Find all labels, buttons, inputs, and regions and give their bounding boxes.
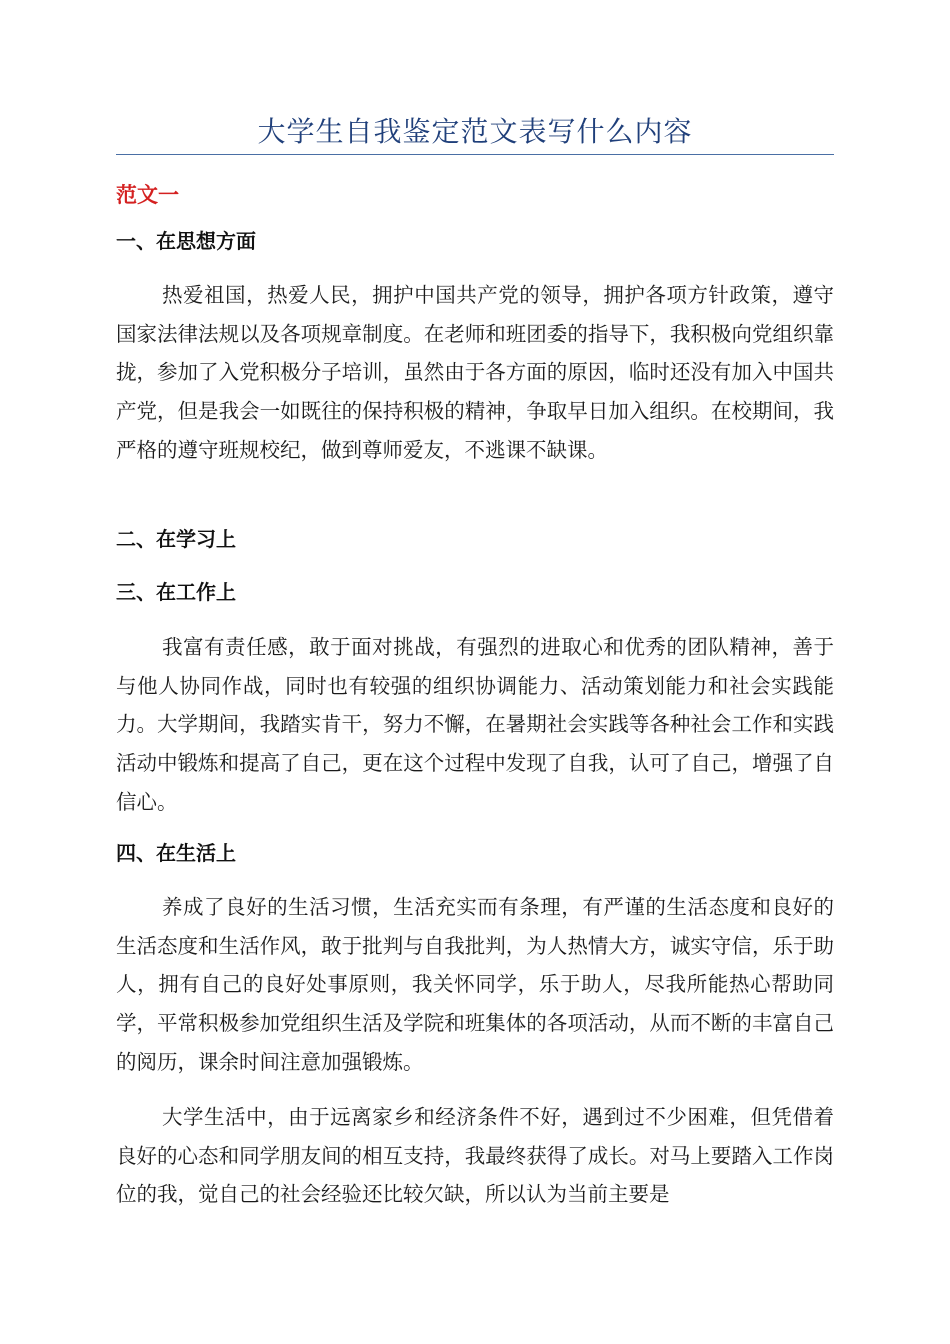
title-underline [116,154,834,155]
heading-work: 三、在工作上 [116,580,236,604]
section-label: 范文一 [116,183,179,207]
paragraph-life: 养成了良好的生活习惯，生活充实而有条理，有严谨的生活态度和良好的生活态度和生活作风，敢于批判与自我批判，为人热情大方，诚实守信，乐于助人，拥有自己的良好处事原则，我关怀同学，乐于助人，尽我所能热心帮助同学，平常积极参加党组织生活及学院和班集体的各项活动，从而不断的丰富自己的阅历，课余时间注意加强锻炼。 [116,895,834,1074]
heading-life: 四、在生活上 [116,841,236,865]
paragraph-thought: 热爱祖国，热爱人民，拥护中国共产党的领导，拥护各项方针政策，遵守国家法律法规以及各项规章制度。在老师和班团委的指导下，我积极向党组织靠拢，参加了入党积极分子培训，虽然由于各方面的原因，临时还没有加入中国共产党，但是我会一如既往的保持积极的精神，争取早日加入组织。在校期间，我严格的遵守班规校纪，做到尊师爱友，不逃课不缺课。 [116,283,834,462]
paragraph-work: 我富有责任感，敢于面对挑战，有强烈的进取心和优秀的团队精神，善于与他人协同作战，同时也有较强的组织协调能力、活动策划能力和社会实践能力。大学期间，我踏实肯干，努力不懈，在暑期社会实践等各种社会工作和实践活动中锻炼和提高了自己，更在这个过程中发现了自我，认可了自己，增强了自信心。 [116,635,834,814]
paragraph-college-life: 大学生活中，由于远离家乡和经济条件不好，遇到过不少困难，但凭借着良好的心态和同学朋友间的相互支持，我最终获得了成长。对马上要踏入工作岗位的我，觉自己的社会经验还比较欠缺，所以认为当前主要是 [116,1105,834,1207]
document-title: 大学生自我鉴定范文表写什么内容 [257,115,693,148]
heading-study: 二、在学习上 [116,527,236,551]
heading-thought: 一、在思想方面 [116,229,256,253]
